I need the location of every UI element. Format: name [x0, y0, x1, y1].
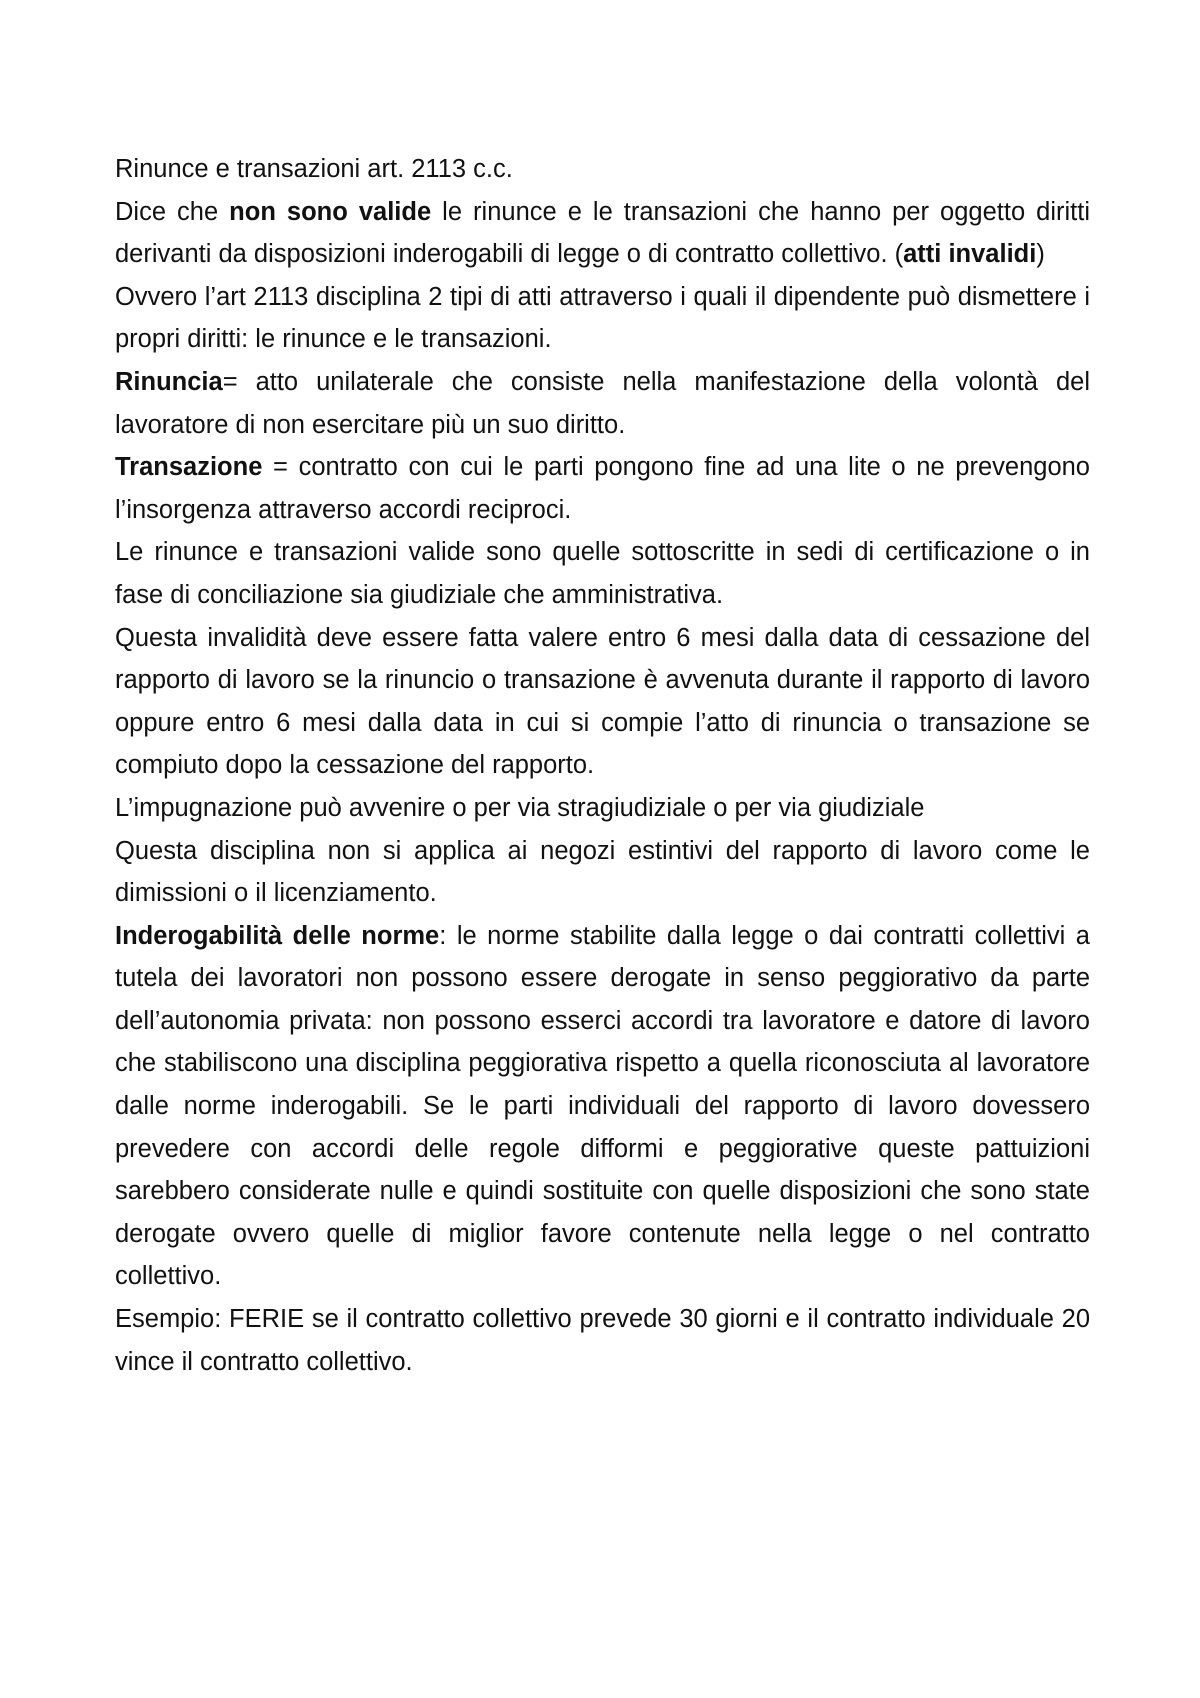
paragraph-transazione — [115, 446, 1090, 531]
paragraph-impugnazione: L’impugnazione può avvenire o per via stragiudiziale o per via giudiziale — [115, 793, 925, 822]
paragraph-types: Ovvero l’art 2113 disciplina 2 tipi di atti attraverso i quali il dipendente può dismettere i propri diritti: le rinunce e le transazioni. — [115, 282, 1090, 354]
paragraph-inderogabilita — [115, 915, 1090, 1298]
text: Dice che — [115, 197, 230, 226]
paragraph-rinuncia — [115, 361, 1090, 446]
emphasis-text: atti invalidi — [903, 240, 1037, 269]
paragraph-example: Esempio: FERIE se il contratto collettivo prevede 30 giorni e il contratto individuale 20 vince il contratto collettivo. — [115, 1305, 1090, 1376]
term-label: Transazione — [115, 453, 263, 482]
text: le rinunce e le transazioni che hanno per oggetto diritti derivanti da disposizioni inderogabili di legge o di contratto collettivo. ( — [115, 197, 1090, 269]
emphasis-text: non sono valide — [229, 197, 432, 226]
term-label: Inderogabilità delle norme — [115, 921, 440, 950]
document-title: Rinunce e transazioni art. 2113 c.c. — [115, 155, 513, 183]
document-page — [115, 148, 1090, 1383]
term-definition: = atto unilaterale che consiste nella manifestazione della volontà del lavoratore di non esercitare più un suo diritto. — [115, 367, 1090, 439]
paragraph-valid: Le rinunce e transazioni valide sono quelle sottoscritte in sedi di certificazione o in fase di conciliazione sia giudiziale che amministrativa. — [115, 538, 1090, 609]
term-definition: = contratto con cui le parti pongono fine ad una lite o ne prevengono l’insorgenza attraverso accordi reciproci. — [115, 453, 1090, 524]
paragraph-exclusions: Questa disciplina non si applica ai negozi estintivi del rapporto di lavoro come le dimissioni o il licenziamento. — [115, 836, 1090, 908]
term-definition: : le norme stabilite dalla legge o dai contratti collettivi a tutela dei lavoratori non possono essere derogate in senso peggiorativo da parte dell’autonomia privata: non possono esserci accordi tra lavoratore e datore di lavoro che stabiliscono una disciplina peggiorativa rispetto a quella riconosciuta al lavoratore dalle norme inderogabili. Se le parti individuali del rapporto di lavoro dovessero prevedere con accordi delle regole difformi e peggiorative queste pattuizioni sarebbero considerate nulle e quindi sostituite con quelle disposizioni che sono state derogate ovvero quelle di miglior favore contenute nella legge o nel contratto collettivo. — [115, 921, 1090, 1291]
paragraph-invalidity-terms: Questa invalidità deve essere fatta valere entro 6 mesi dalla data di cessazione del rapporto di lavoro se la rinuncio o transazione è avvenuta durante il rapporto di lavoro oppure entro 6 mesi dalla data in cui si compie l’atto di rinuncia o transazione se compiuto dopo la cessazione del rapporto. — [115, 623, 1090, 780]
text: ) — [1036, 240, 1045, 269]
term-label: Rinuncia — [115, 367, 223, 396]
paragraph-definition — [115, 191, 1090, 276]
